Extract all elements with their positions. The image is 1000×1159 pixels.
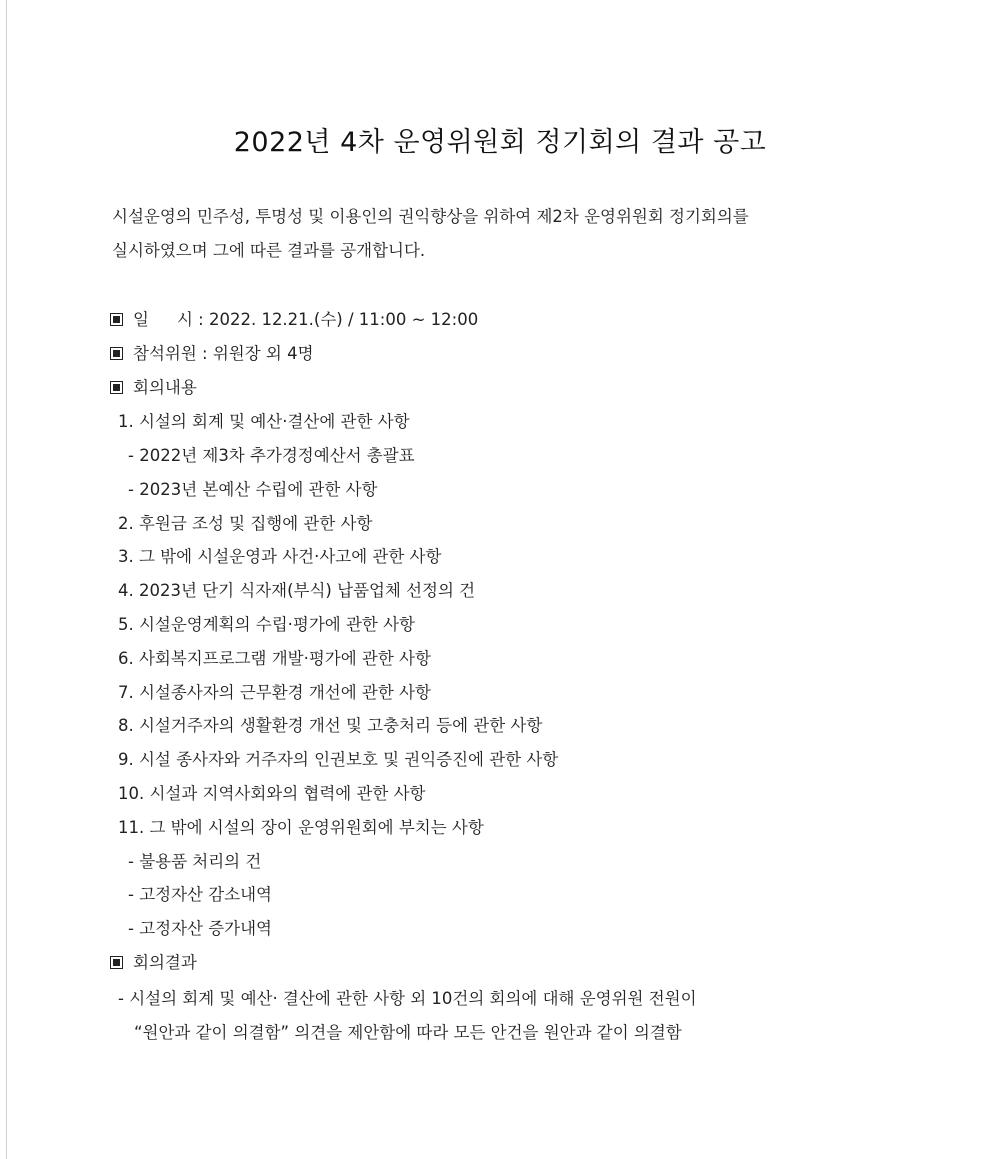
info-content-heading (110, 374, 197, 398)
info-attendees (110, 340, 314, 364)
square-bullet-icon (110, 347, 123, 360)
agenda-item: 10. 시설과 지역사회와의 협력에 관한 사항 (118, 784, 426, 803)
result-line-1: - 시설의 회계 및 예산· 결산에 관한 사항 외 10건의 회의에 대해 운영위원 전원이 (118, 989, 697, 1008)
page-edge-line (6, 0, 7, 1159)
intro-line-2: 실시하였으며 그에 따른 결과를 공개합니다. (112, 241, 426, 260)
result-line-2: “원안과 같이 의결함” 의견을 제안함에 따라 모든 안건을 원안과 같이 의결함 (134, 1023, 682, 1042)
square-bullet-icon (110, 381, 123, 394)
agenda-item: 5. 시설운영계획의 수립·평가에 관한 사항 (118, 615, 415, 634)
date-value: : 2022. 12.21.(수) / 11:00 ~ 12:00 (198, 310, 479, 329)
date-label-a: 일 (133, 310, 149, 329)
attendees-label: 참석위원 (133, 344, 197, 363)
agenda-item: 2. 후원금 조성 및 집행에 관한 사항 (118, 514, 373, 533)
agenda-subitem: - 고정자산 증가내역 (128, 919, 272, 938)
attendees-value: : 위원장 외 4명 (202, 344, 314, 363)
agenda-subitem: - 불용품 처리의 건 (128, 852, 262, 871)
agenda-item: 3. 그 밖에 시설운영과 사건·사고에 관한 사항 (118, 547, 442, 566)
agenda-item: 11. 그 밖에 시설의 장이 운영위원회에 부치는 사항 (118, 818, 484, 837)
document-title: 2022년 4차 운영위원회 정기회의 결과 공고 (233, 127, 767, 158)
content-label: 회의내용 (133, 378, 197, 397)
agenda-item: 9. 시설 종사자와 거주자의 인권보호 및 권익증진에 관한 사항 (118, 750, 559, 769)
intro-line-1: 시설운영의 민주성, 투명성 및 이용인의 권익향상을 위하여 제2차 운영위원회 정기회의를 (112, 207, 749, 226)
agenda-item: 7. 시설종사자의 근무환경 개선에 관한 사항 (118, 683, 431, 702)
result-label: 회의결과 (133, 953, 197, 972)
square-bullet-icon (110, 313, 123, 326)
agenda-subitem: - 2022년 제3차 추가경정예산서 총괄표 (128, 446, 415, 465)
info-result-heading (110, 949, 197, 973)
agenda-subitem: - 2023년 본예산 수립에 관한 사항 (128, 480, 378, 499)
intro-paragraph (112, 200, 902, 268)
agenda-item: 6. 사회복지프로그램 개발·평가에 관한 사항 (118, 649, 431, 668)
square-bullet-icon (110, 956, 123, 969)
info-date (110, 306, 478, 330)
agenda-item: 1. 시설의 회계 및 예산·결산에 관한 사항 (118, 412, 410, 431)
date-label-b: 시 (176, 310, 193, 329)
agenda-item: 8. 시설거주자의 생활환경 개선 및 고충처리 등에 관한 사항 (118, 716, 543, 735)
agenda-subitem: - 고정자산 감소내역 (128, 885, 272, 904)
agenda-item: 4. 2023년 단기 식자재(부식) 납품업체 선정의 건 (118, 581, 476, 600)
